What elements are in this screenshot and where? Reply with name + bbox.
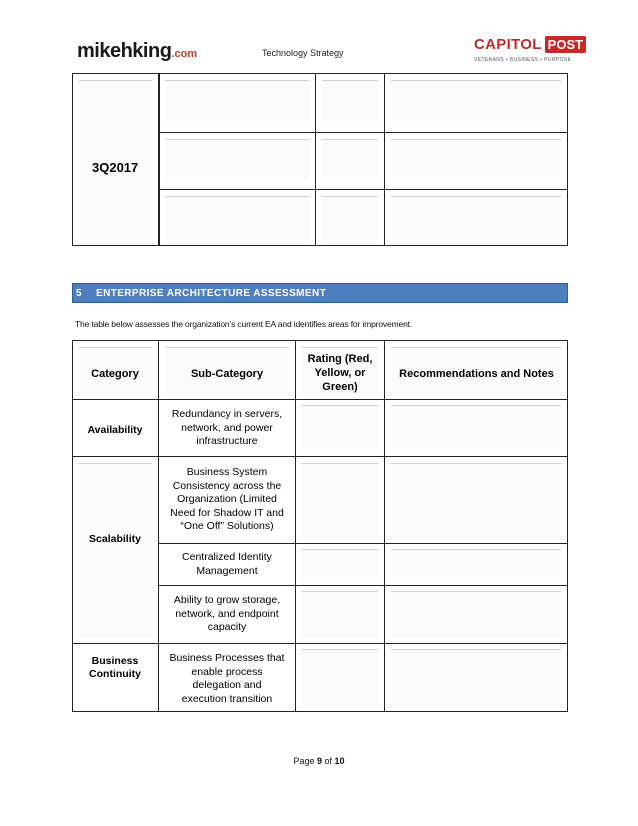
roadmap-cell <box>165 139 309 180</box>
assess-cell <box>301 463 378 538</box>
sub-line: Consistency across the <box>172 479 282 492</box>
subcategory-ability-to-grow <box>159 594 295 635</box>
sub-line: Ability to grow storage, <box>173 594 281 606</box>
roadmap-cell <box>391 139 561 180</box>
sub-line: execution transition <box>181 692 273 705</box>
header-notes: Recommendations and Notes <box>399 368 554 380</box>
section-title: ENTERPRISE ARCHITECTURE ASSESSMENT <box>96 288 327 299</box>
section-number: 5 <box>76 288 82 299</box>
logo-left-text: mikehking <box>77 40 172 62</box>
category-scalability: Scalability <box>89 533 141 545</box>
sub-line: network, and endpoint <box>175 607 279 620</box>
assess-cell <box>391 591 561 638</box>
assess-row-divider-availability <box>72 456 568 457</box>
header-rating-line: Rating (Red, <box>307 353 373 365</box>
sub-line: infrastructure <box>196 435 258 447</box>
capitol-post-logo <box>474 34 584 63</box>
assess-cell <box>391 549 561 580</box>
assess-cell <box>79 463 152 638</box>
subcategory-business-processes <box>159 652 295 706</box>
category-line: Continuity <box>89 668 141 680</box>
sub-line: Need for Shadow IT and <box>170 506 284 519</box>
roadmap-cell <box>322 80 378 123</box>
page-footer <box>0 756 638 766</box>
assess-col-divider-3 <box>384 340 385 712</box>
sub-line: Business System <box>186 466 268 478</box>
sub-line: delegation and <box>192 679 262 691</box>
assess-cell <box>301 649 378 707</box>
footer-page-label: Page <box>293 756 315 766</box>
roadmap-cell <box>165 196 309 241</box>
mikehking-logo <box>77 40 197 63</box>
category-business-continuity <box>72 655 158 681</box>
assess-row-divider-scal-2 <box>158 585 568 586</box>
roadmap-cell <box>391 80 561 123</box>
logo-right-box: POST <box>545 36 586 53</box>
category-availability: Availability <box>87 424 143 436</box>
sub-line: Management <box>196 564 258 577</box>
sub-line: Centralized Identity <box>182 551 272 563</box>
section-intro: The table below assesses the organization’s current EA and identifies areas for improvement. <box>75 319 413 329</box>
header-rating <box>296 352 384 394</box>
quarter-label: 3Q2017 <box>92 160 139 175</box>
header-category: Category <box>91 368 139 380</box>
assess-cell <box>301 591 378 638</box>
assess-row-divider-scal-1 <box>158 543 568 544</box>
roadmap-col-divider-1 <box>158 73 160 246</box>
roadmap-cell <box>322 139 378 180</box>
header-rating-line: Yellow, or <box>314 367 366 379</box>
category-line: Business <box>91 655 139 667</box>
logo-right-tagline: VETERANS • BUSINESS • PURPOSE <box>474 57 572 63</box>
roadmap-cell <box>165 80 309 123</box>
assess-cell <box>391 649 561 707</box>
subcategory-redundancy <box>159 408 295 449</box>
subcategory-centralized-identity <box>159 551 295 578</box>
roadmap-col-divider-2 <box>315 73 316 246</box>
header-rating-line: Green) <box>322 381 358 393</box>
roadmap-cell <box>322 196 378 241</box>
logo-right-main: CAPITOL <box>474 35 542 53</box>
footer-page-number: 9 <box>316 756 322 766</box>
assess-row-divider-scalability <box>72 643 568 644</box>
subcategory-business-system-consistency <box>159 466 295 534</box>
assess-cell <box>391 463 561 538</box>
sub-line: enable process <box>191 665 263 678</box>
assess-cell <box>301 549 378 580</box>
assess-cell <box>391 405 561 451</box>
sub-line: Organization (Limited <box>177 493 277 505</box>
assess-row-divider-header <box>72 399 568 400</box>
footer-of-label: of <box>324 756 333 766</box>
assess-col-divider-2 <box>295 340 296 712</box>
assess-cell <box>301 405 378 451</box>
sub-line: network, and power <box>181 421 273 434</box>
roadmap-row-divider-1 <box>158 132 568 133</box>
sub-line: Redundancy in servers, <box>171 408 283 420</box>
header-subcategory: Sub-Category <box>190 368 264 380</box>
header-title: Technology Strategy <box>262 48 344 58</box>
roadmap-cell <box>391 196 561 241</box>
sub-line: Business Processes that <box>169 652 285 664</box>
sub-line: capacity <box>207 621 247 633</box>
sub-line: “One Off” Solutions) <box>180 520 274 532</box>
logo-left-suffix: .com <box>171 48 198 60</box>
roadmap-row-divider-2 <box>158 189 568 190</box>
roadmap-col-divider-3 <box>384 73 385 246</box>
footer-page-total: 10 <box>334 756 345 766</box>
